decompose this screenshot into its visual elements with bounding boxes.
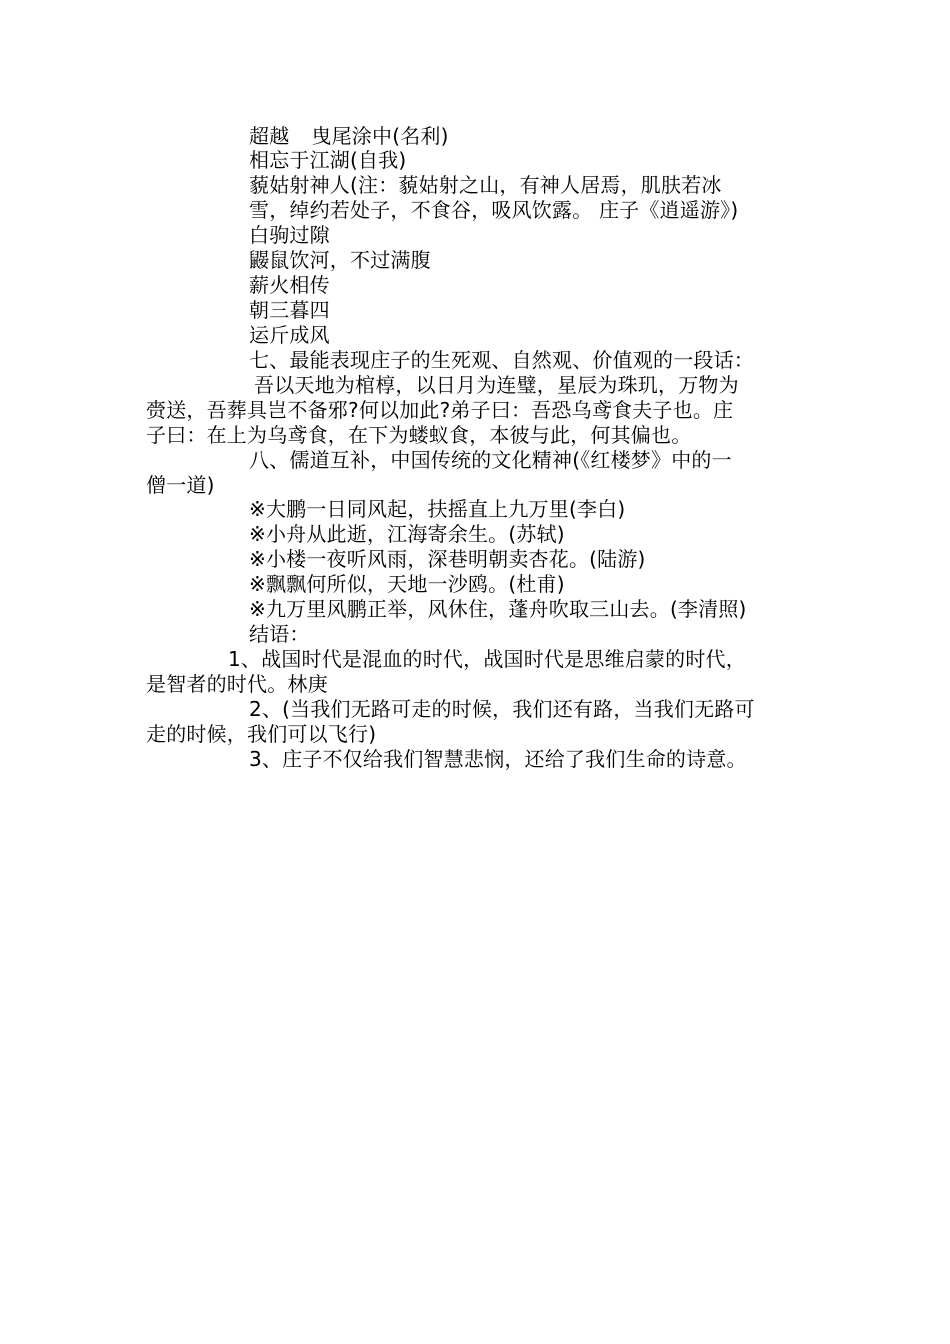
quote-line: ※小舟从此逝，江海寄余生。(苏轼) (249, 522, 565, 546)
text-line: 相忘于江湖(自我) (249, 148, 407, 172)
text-line: 吾以天地为棺椁，以日月为连璧，星辰为珠玑，万物为 (254, 373, 739, 397)
text-line: 薪火相传 (249, 273, 330, 297)
text-span: 曳尾涂中(名利) (311, 124, 449, 148)
quote-line: ※飘飘何所似，天地一沙鸥。(杜甫) (249, 572, 565, 596)
quote-line: ※大鹏一日同风起，扶摇直上九万里(李白) (249, 497, 626, 521)
text-line: 3、庄子不仅给我们智慧悲悯，还给了我们生命的诗意。 (249, 747, 747, 771)
text-line: 朝三暮四 (249, 298, 330, 322)
quote-line: ※小楼一夜听风雨，深巷明朝卖杏花。(陆游) (249, 547, 646, 571)
text-line: 鼹鼠饮河，不过满腹 (249, 248, 431, 272)
text-line: 2、(当我们无路可走的时候，我们还有路，当我们无路可 (249, 697, 755, 721)
text-line: 走的时候，我们可以飞行) (146, 722, 377, 746)
text-span: 超越 (249, 124, 290, 148)
text-line: 僧一道) (146, 473, 215, 497)
section-heading: 八、儒道互补，中国传统的文化精神(《红楼梦》中的一 (249, 448, 732, 472)
section-heading: 结语： (249, 622, 310, 646)
quote-line: ※九万里风鹏正举，风休住，蓬舟吹取三山去。(李清照) (249, 597, 747, 621)
text-line: 子曰：在上为乌鸢食，在下为蝼蚁食，本彼与此，何其偏也。 (146, 423, 692, 447)
text-line: 雪，绰约若处子，不食谷，吸风饮露。 庄子《逍遥游》) (249, 198, 739, 222)
text-line: 是智者的时代。林庚 (146, 672, 328, 696)
section-heading: 七、最能表现庄子的生死观、自然观、价值观的一段话： (249, 348, 754, 372)
text-line: 藐姑射神人(注：藐姑射之山，有神人居焉，肌肤若冰 (249, 173, 722, 197)
text-line: 赍送，吾葬具岂不备邪?何以加此?弟子曰：吾恐乌鸢食夫子也。庄 (146, 398, 734, 422)
text-line: 白驹过隙 (249, 223, 330, 247)
text-line (249, 124, 449, 148)
text-line: 运斤成风 (249, 323, 330, 347)
text-line: 1、战国时代是混血的时代，战国时代是思维启蒙的时代， (228, 647, 746, 671)
